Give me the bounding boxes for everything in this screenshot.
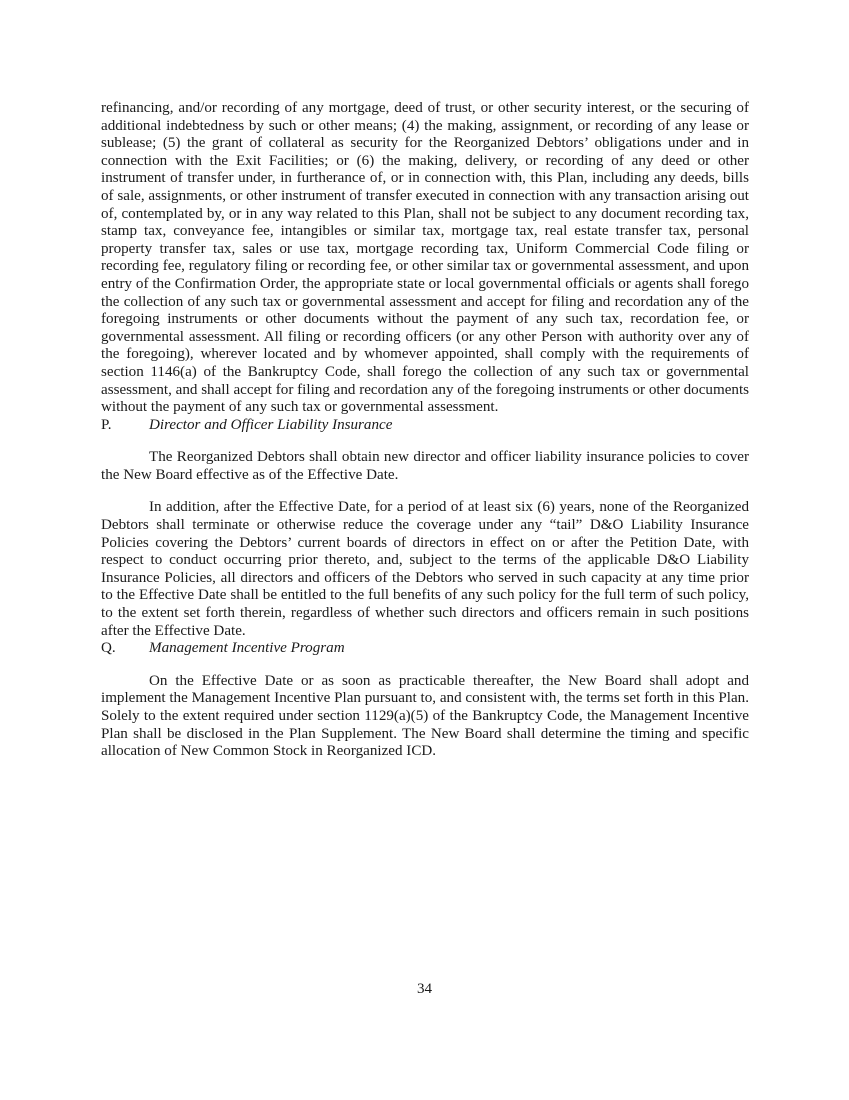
document-page	[101, 100, 749, 761]
paragraph: In addition, after the Effective Date, for a period of at least six (6) years, none of the Reorganized Debtors shall terminate or otherwise reduce the coverage under any “tail” D&O Liability Insurance Policies covering the Debtors’ current boards of directors in effect on or after the Petition Date, with respect to conduct occurring prior thereto, and, subject to the terms of the applicable D&O Liability Insurance Policies, all directors and officers of the Debtors who served in such capacity at any time prior to the Effective Date shall be entitled to the full benefits of any such policy for the full term of such policy, to the extent set forth therein, regardless of whether such directors and officers remain in such positions after the Effective Date.	[101, 499, 749, 639]
section-letter: Q.	[101, 640, 116, 657]
paragraph: The Reorganized Debtors shall obtain new director and officer liability insurance policies to cover the New Board effective as of the Effective Date.	[101, 449, 749, 483]
section-letter: P.	[101, 416, 112, 433]
continued-paragraph: refinancing, and/or recording of any mortgage, deed of trust, or other security interest, or the securing of additional indebtedness by such or other means; (4) the making, assignment, or recording of any lease or sublease; (5) the grant of collateral as security for the Reorganized Debtors’ obligations under and in connection with the Exit Facilities; or (6) the making, delivery, or recording of any deed or other instrument of transfer under, in furtherance of, or in connection with, this Plan, including any deeds, bills of sale, assignments, or other instrument of transfer executed in connection with any transaction arising out of, contemplated by, or in any way related to this Plan, shall not be subject to any document recording tax, stamp tax, conveyance fee, intangibles or similar tax, mortgage tax, real estate transfer tax, personal property transfer tax, sales or use tax, mortgage recording tax, Uniform Commercial Code filing or recording fee, regulatory filing or recording fee, or other similar tax or governmental assessment, and upon entry of the Confirmation Order, the appropriate state or local governmental officials or agents shall forego the collection of any such tax or governmental assessment and accept for filing and recordation any of the foregoing instruments or other documents without the payment of any such tax, recordation fee, or governmental assessment. All filing or recording officers (or any other Person with authority over any of the foregoing), wherever located and by whomever appointed, shall comply with the requirements of section 1146(a) of the Bankruptcy Code, shall forego the collection of any such tax or governmental assessment, and shall accept for filing and recordation any of the foregoing instruments or other documents without the payment of any such tax or governmental assessment.	[101, 100, 750, 416]
section-heading-p	[101, 417, 749, 435]
section-title: Director and Officer Liability Insurance	[149, 416, 393, 433]
section-heading-q	[101, 640, 749, 658]
section-title: Management Incentive Program	[149, 640, 345, 657]
paragraph: On the Effective Date or as soon as practicable thereafter, the New Board shall adopt and implement the Management Incentive Plan pursuant to, and consistent with, the terms set forth in this Plan. Solely to the extent required under section 1129(a)(5) of the Bankruptcy Code, the Management Incentive Plan shall be disclosed in the Plan Supplement. The New Board shall determine the timing and specific allocation of New Common Stock in Reorganized ICD.	[101, 672, 749, 760]
page-number: 34	[416, 981, 433, 997]
